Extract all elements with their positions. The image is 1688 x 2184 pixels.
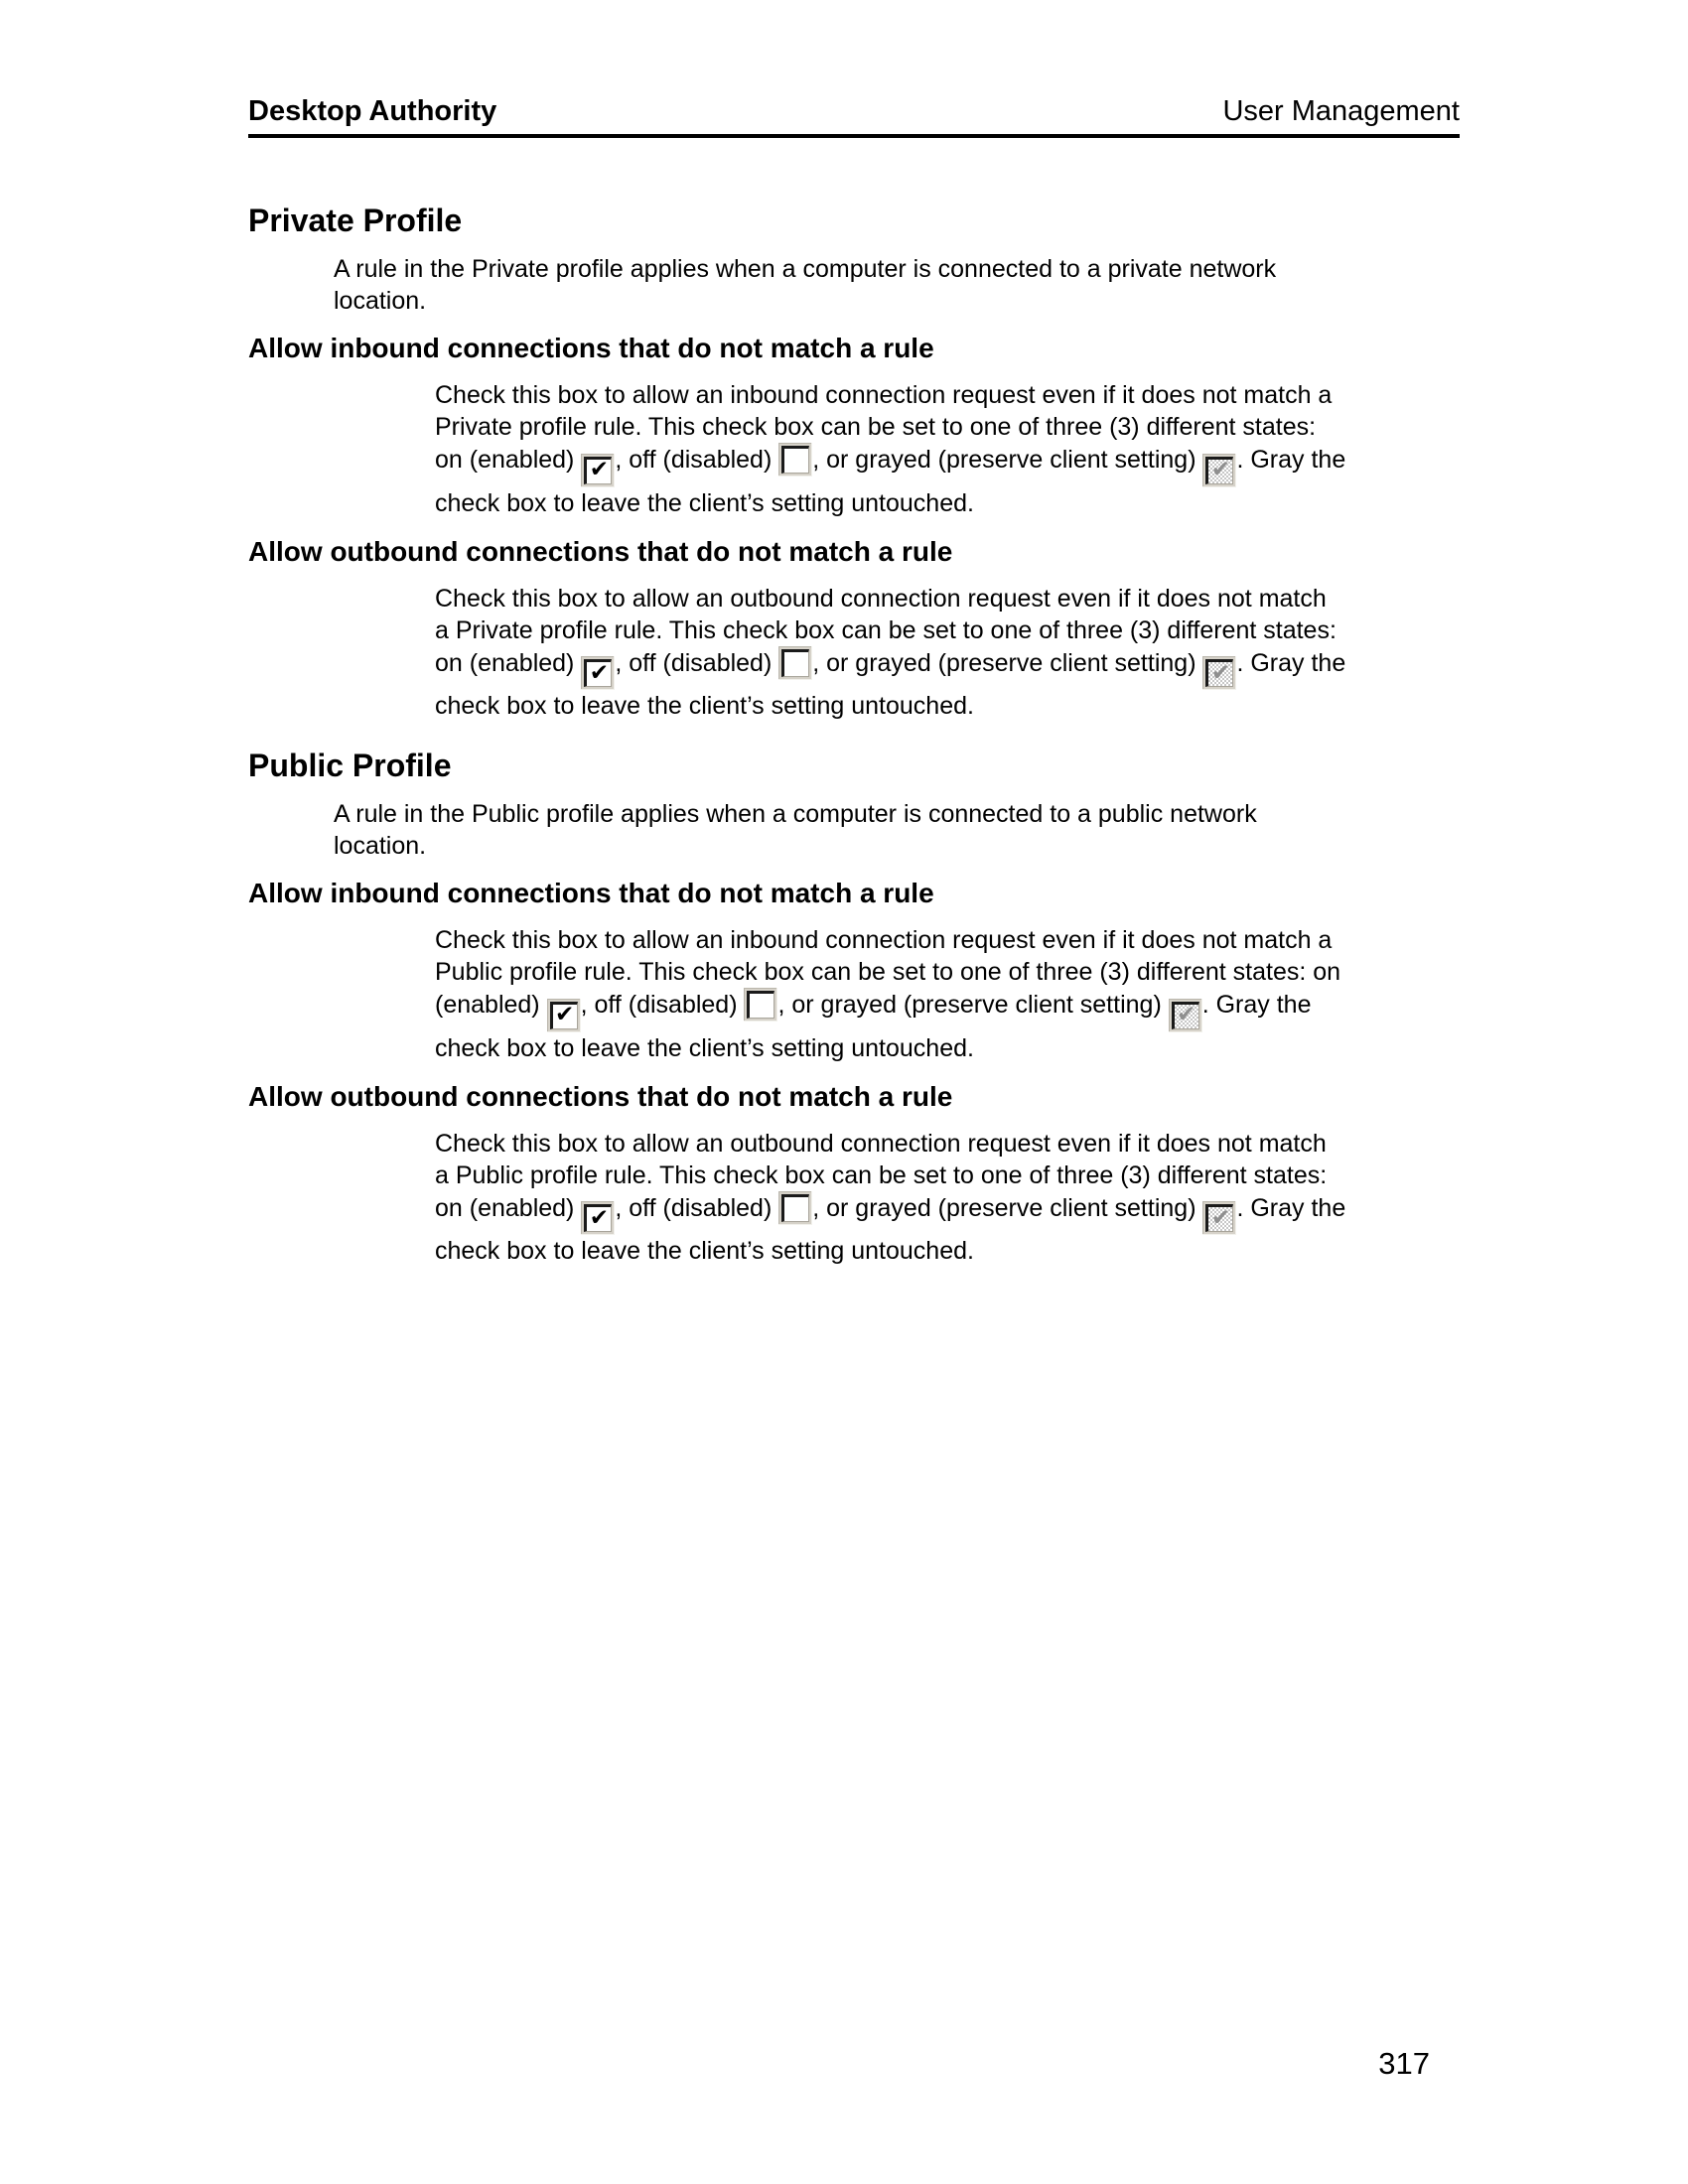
entry-body [435, 1128, 1460, 1268]
checkbox-box [584, 457, 612, 484]
entry-body [435, 379, 1460, 519]
body-line [435, 646, 1460, 691]
text-run: Check this box to allow an inbound connection request even if it does not match a [435, 926, 1333, 954]
checkbox-check-mark: ✔ [1210, 457, 1231, 482]
entry-body [435, 924, 1460, 1064]
header-chapter-title: User Management [1222, 95, 1460, 127]
text-run: check box to leave the client’s setting untouched. [435, 692, 974, 720]
text-run: , off (disabled) [615, 446, 779, 474]
checkbox-box [1205, 659, 1233, 687]
text-run: Private profile rule. This check box can be set to one of three (3) different states: [435, 413, 1317, 441]
intro-line-text: location. [334, 832, 427, 860]
checkbox-box [550, 1002, 578, 1029]
checkbox-checked-icon [581, 454, 615, 487]
checkbox-checked-icon [581, 656, 615, 690]
document-body [248, 201, 1460, 1283]
checkbox-check-mark: ✔ [589, 457, 609, 482]
text-run: Check this box to allow an inbound connection request even if it does not match a [435, 381, 1333, 409]
entry-heading: Allow outbound connections that do not match a rule [248, 1080, 953, 1112]
intro-line-text: location. [334, 287, 427, 315]
intro-line-text: A rule in the Private profile applies when a computer is connected to a private network [334, 255, 1277, 283]
checkbox-checked-icon [581, 1201, 615, 1235]
section-intro [334, 798, 1460, 862]
text-run: Public profile rule. This check box can be set to one of three (3) different states: on [435, 958, 1341, 986]
checkbox-grayed-icon [1202, 1201, 1236, 1235]
checkbox-check-mark: ✔ [589, 1204, 609, 1231]
body-line [435, 924, 1460, 956]
checkbox-unchecked-icon [778, 1191, 812, 1225]
body-line [435, 988, 1460, 1032]
body-line [435, 1128, 1460, 1160]
section-title: Private Profile [248, 203, 463, 238]
checkbox-box [781, 1194, 809, 1222]
text-run: , off (disabled) [615, 648, 779, 677]
checkbox-unchecked-icon [778, 443, 812, 477]
text-run: check box to leave the client’s setting untouched. [435, 1237, 974, 1265]
body-line [435, 443, 1460, 487]
text-run: , off (disabled) [580, 991, 745, 1019]
checkbox-check-mark: ✔ [554, 1002, 575, 1027]
checkbox-check-mark: ✔ [589, 659, 609, 686]
entry-heading: Allow inbound connections that do not match a rule [248, 878, 934, 908]
text-run: , or grayed (preserve client setting) [812, 648, 1203, 677]
body-line [435, 1191, 1460, 1236]
body-line [435, 583, 1460, 614]
text-run: a Private profile rule. This check box can be set to one of three (3) different states: [435, 615, 1336, 644]
text-run: check box to leave the client’s setting untouched. [435, 488, 974, 517]
checkbox-box [584, 1204, 612, 1232]
text-run: check box to leave the client’s setting untouched. [435, 1033, 974, 1062]
checkbox-grayed-icon [1202, 656, 1236, 690]
checkbox-box [781, 649, 809, 677]
text-run: . Gray the [1236, 446, 1346, 474]
page-header [248, 95, 1460, 138]
section [248, 201, 1460, 722]
text-run: , off (disabled) [615, 1193, 779, 1222]
text-run: , or grayed (preserve client setting) [812, 1193, 1203, 1222]
body-line [435, 411, 1460, 443]
checkbox-box [1205, 457, 1233, 484]
header-product-title: Desktop Authority [248, 95, 497, 127]
section-intro [334, 253, 1460, 317]
text-run: on (enabled) [435, 446, 582, 474]
section-title: Public Profile [248, 748, 452, 783]
checkbox-check-mark: ✔ [1210, 1204, 1231, 1231]
body-line [435, 614, 1460, 646]
checkbox-box [781, 446, 809, 474]
text-run: on (enabled) [435, 648, 582, 677]
text-run: (enabled) [435, 991, 547, 1019]
text-run: . Gray the [1236, 1193, 1346, 1222]
checkbox-grayed-icon [1169, 999, 1202, 1032]
checkbox-unchecked-icon [778, 646, 812, 680]
entry-heading: Allow outbound connections that do not match a rule [248, 535, 953, 567]
checkbox-box [1172, 1002, 1199, 1029]
checkbox-grayed-icon [1202, 454, 1236, 487]
entry-heading: Allow inbound connections that do not match a rule [248, 333, 934, 363]
body-line [435, 956, 1460, 988]
checkbox-box [1205, 1204, 1233, 1232]
checkbox-check-mark: ✔ [1177, 1002, 1196, 1027]
text-run: Check this box to allow an outbound connection request even if it does not match [435, 1129, 1327, 1158]
body-line [435, 379, 1460, 411]
body-line [435, 1160, 1460, 1191]
body-line [435, 1032, 1460, 1064]
checkbox-unchecked-icon [744, 988, 777, 1022]
body-line [435, 1235, 1460, 1267]
text-run: Check this box to allow an outbound connection request even if it does not match [435, 584, 1327, 613]
text-run: . Gray the [1236, 648, 1346, 677]
text-run: , or grayed (preserve client setting) [777, 991, 1169, 1019]
body-line [435, 487, 1460, 519]
text-run: . Gray the [1201, 991, 1312, 1019]
checkbox-box [747, 991, 774, 1019]
section [248, 746, 1460, 1267]
checkbox-check-mark: ✔ [1210, 659, 1231, 686]
page-footer [1378, 2045, 1430, 2083]
intro-line-text: A rule in the Public profile applies when a computer is connected to a public network [334, 800, 1257, 828]
entry-body [435, 583, 1460, 723]
text-run: on (enabled) [435, 1193, 582, 1222]
text-run: , or grayed (preserve client setting) [812, 446, 1203, 474]
text-run: a Public profile rule. This check box can be set to one of three (3) different states: [435, 1160, 1328, 1189]
checkbox-checked-icon [547, 999, 581, 1032]
checkbox-box [584, 659, 612, 687]
page-number: 317 [1378, 2046, 1430, 2081]
body-line [435, 690, 1460, 722]
